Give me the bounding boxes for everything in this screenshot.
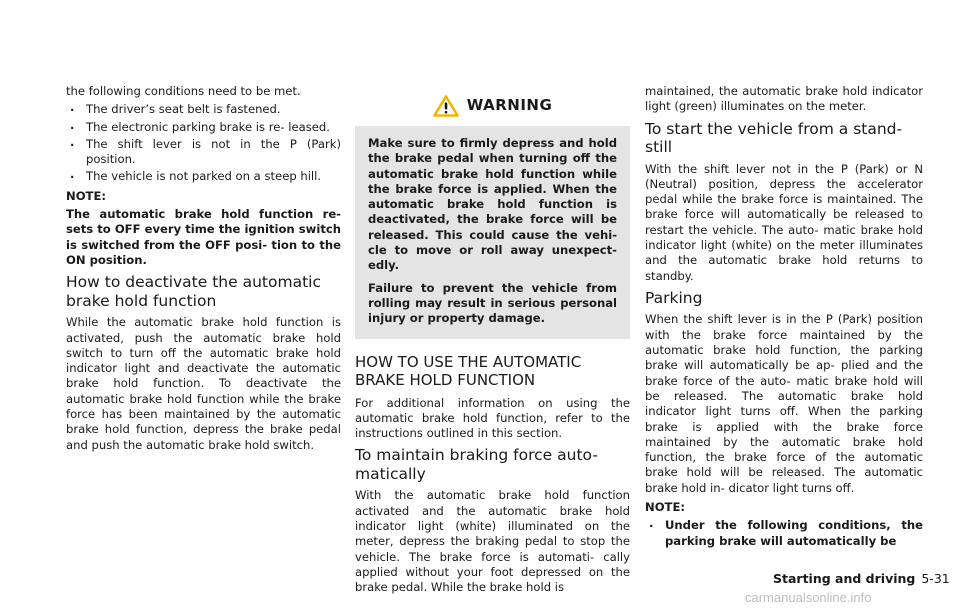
section-heading: How to deactivate the automatic brake hold function — [66, 273, 321, 310]
sub-body: With the shift lever not in the P (Park) or N (Neutral) position, depress the accelerator pedal while the brake force is maintained. The brake force will automatically be released to restart the vehicle. The auto- matic brake hold indicator light (white) on the meter illuminates and the automatic brake hold returns to standby. — [645, 161, 923, 283]
sub-body: With the automatic brake hold function activated and the automatic brake hold indicator light (white) illuminated on the meter, depress the braking pedal to stop the vehicle. The brake force is automati- cally applied without your foot depressed on the brake pedal. While the brake hold is — [355, 488, 630, 595]
list-item: . Under the following conditions, the parking brake will automatically be — [645, 518, 923, 549]
main-heading: HOW TO USE THE AUTOMATIC BRAKE HOLD FUNCTION — [355, 352, 582, 390]
note-label: NOTE: — [645, 500, 686, 515]
list-item: . The shift lever is not in the P (Park) position. — [66, 137, 341, 168]
sub-heading: To start the vehicle from a stand- still — [645, 119, 903, 157]
column-right — [645, 84, 923, 552]
warning-text: Failure to prevent the vehicle from rolling may result in serious personal injury or property damage. — [368, 280, 617, 326]
warning-icon — [433, 95, 459, 117]
warning-text: Make sure to firmly depress and hold the brake pedal when turning off the automatic brake hold function while the brake force is applied. When the automatic brake hold function is deactivated, the brake force will be released. This could cause the vehi- cle to move or roll away unexpect- edly. — [368, 136, 617, 273]
sub-heading: To maintain braking force auto- matically — [355, 446, 598, 483]
intro-text: the following conditions need to be met. — [66, 84, 301, 98]
sub-heading: Parking — [645, 288, 703, 307]
main-body: For additional information on using the automatic brake hold function, refer to the instructions outlined in this section. — [355, 395, 630, 441]
column-middle — [355, 86, 630, 599]
warning-box — [355, 86, 630, 339]
footer-section: Starting and driving — [773, 571, 916, 586]
list-item: . The vehicle is not parked on a steep hill. — [66, 169, 341, 184]
list-item: . The driver’s seat belt is fastened. — [66, 102, 341, 117]
page-number: 5-31 — [921, 571, 950, 586]
note-label: NOTE: — [66, 188, 107, 203]
list-item: . The electronic parking brake is re- leased. — [66, 120, 341, 135]
note-text: The automatic brake hold function re- sets to OFF every time the ignition switch is switched from the OFF posi- tion to the ON position. — [66, 207, 341, 267]
note-list — [645, 518, 923, 549]
column-left — [66, 84, 341, 456]
watermark: carmanualsonline.info — [745, 590, 872, 605]
warning-header — [355, 86, 630, 126]
page-footer — [773, 571, 950, 586]
section-body: While the automatic brake hold function is activated, push the automatic brake hold switch to turn off the automatic brake hold indicator light and deactivate the automatic brake hold function. To deactivate the automatic brake hold function while the brake force has been maintained by the automatic brake hold function, depress the brake pedal and push the automatic brake hold switch. — [66, 315, 341, 452]
sub-body: When the shift lever is in the P (Park) position with the brake force maintained by the automatic brake hold function, the parking brake will automatically be ap- plied and the brake force of the auto- matic brake hold will be released. The automatic brake hold indicator light turns off. When the parking brake is applied with the brake force maintained by the automatic brake hold function, the brake force of the automatic brake hold will be released. The automatic brake hold in- dicator light turns off. — [645, 312, 923, 495]
warning-title: WARNING — [466, 96, 553, 115]
continued-text: maintained, the automatic brake hold indicator light (green) illuminates on the meter. — [645, 84, 923, 114]
conditions-list — [66, 102, 341, 184]
